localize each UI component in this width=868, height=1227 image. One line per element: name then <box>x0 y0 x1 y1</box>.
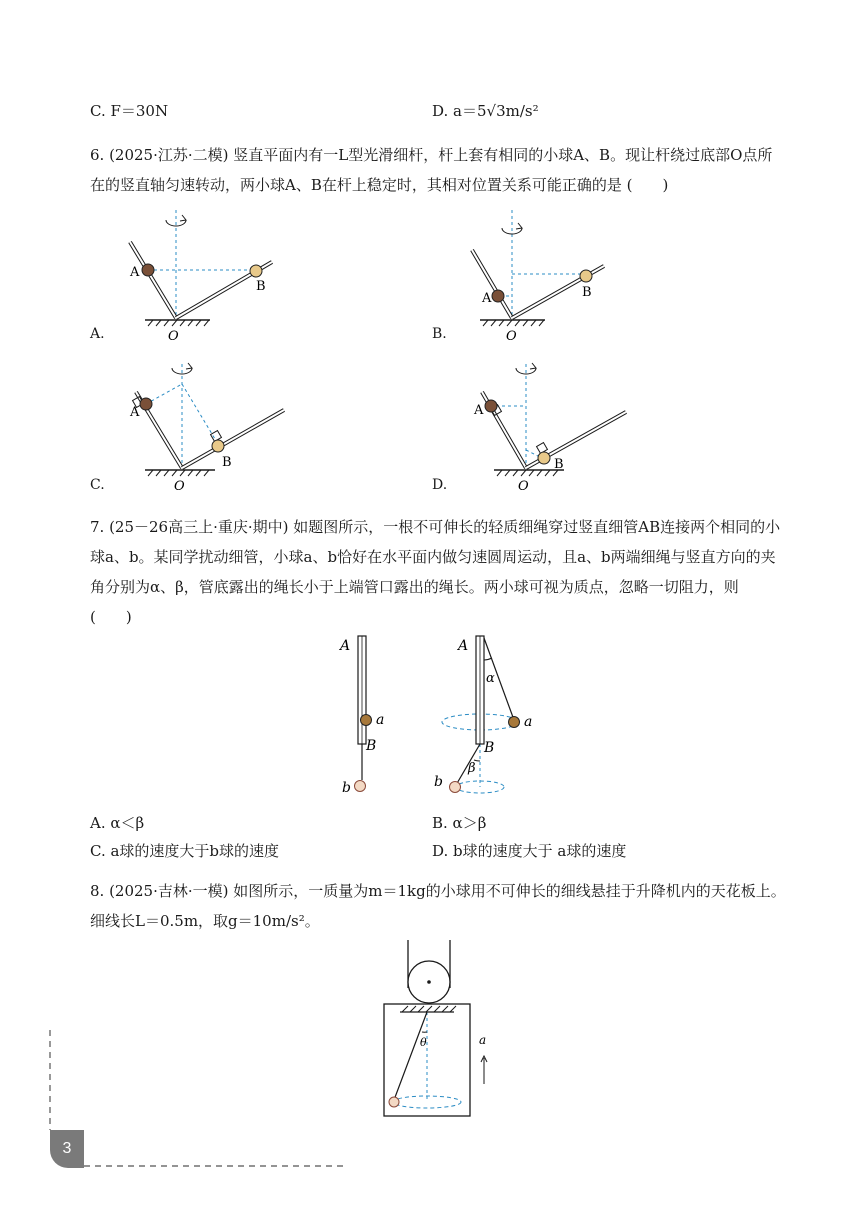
q8-fig-label-a: a <box>479 1033 487 1047</box>
q7-line-2: 球a、b。某同学扰动细管，小球a、b恰好在水平面内做匀速圆周运动，且a、b两端细绳与竖直方向的夹 <box>90 548 776 566</box>
q6-option-b: B. <box>432 326 447 342</box>
q7-option-a: A. α＜β <box>90 814 145 832</box>
q5-option-c: C. F＝30N <box>90 102 169 120</box>
q8-fig-label-theta: θ <box>420 1036 427 1049</box>
q7-figure-left <box>330 632 400 802</box>
q6-fig-c-label-a: A <box>130 405 140 420</box>
q6-figure-a <box>110 210 300 344</box>
page-corner-dashes <box>40 1030 350 1170</box>
q6-line-1: 6. (2025·江苏·二模) 竖直平面内有一L型光滑细杆，杆上套有相同的小球A、B。现让杆绕过底部O点所 <box>90 146 773 164</box>
q7-fig-right-label-alpha: α <box>486 671 495 686</box>
q7-fig-left-label-b: b <box>342 780 351 796</box>
q7-fig-right-label-b: b <box>434 774 443 790</box>
q6-option-d: D. <box>432 477 448 493</box>
q6-figure-c <box>120 358 310 494</box>
q7-fig-left-label-A: A <box>340 638 351 654</box>
q7-figure-right <box>432 632 552 802</box>
q7-line-1: 7. (25－26高三上·重庆·期中) 如题图所示，一根不可伸长的轻质细绳穿过竖直细管AB连接两个相同的小 <box>90 518 781 536</box>
q8-line-1: 8. (2025·吉林·一模) 如图所示，一质量为m＝1kg的小球用不可伸长的细线悬挂于升降机内的天花板上。 <box>90 882 786 900</box>
page-number: 3 <box>50 1130 84 1168</box>
q6-fig-a-label-b: B <box>256 279 266 294</box>
q7-line-4: ( ) <box>90 608 132 626</box>
q6-figure-b <box>460 210 650 344</box>
q6-fig-a-label-o: O <box>168 329 179 344</box>
q7-line-3: 角分别为α、β，管底露出的绳长小于上端管口露出的绳长。两小球可视为质点，忽略一切阻力，则 <box>90 578 739 596</box>
q6-fig-b-label-b: B <box>582 285 592 300</box>
q6-fig-c-label-b: B <box>222 455 232 470</box>
q7-option-c: C. a球的速度大于b球的速度 <box>90 842 280 860</box>
q6-option-c: C. <box>90 477 105 493</box>
q6-fig-b-label-a: A <box>482 291 492 306</box>
q6-fig-c-label-o: O <box>174 479 185 494</box>
q7-fig-right-label-beta: β <box>468 761 476 776</box>
q7-fig-right-label-A: A <box>458 638 469 654</box>
q7-fig-left-label-a: a <box>376 712 385 728</box>
q6-figure-d <box>470 358 660 494</box>
q7-option-b: B. α＞β <box>432 814 487 832</box>
q8-elevator-figure <box>378 940 498 1120</box>
q6-fig-b-label-o: O <box>506 329 517 344</box>
q7-fig-right-label-B: B <box>484 740 495 756</box>
q6-fig-d-label-o: O <box>518 479 529 494</box>
q5-option-d: D. a＝5√3m/s² <box>432 102 539 120</box>
q6-option-a: A. <box>90 326 105 342</box>
q7-option-d: D. b球的速度大于 a球的速度 <box>432 842 627 860</box>
q8-stem <box>90 876 810 936</box>
q6-fig-d-label-a: A <box>474 403 484 418</box>
q6-line-2: 在的竖直轴匀速转动，两小球A、B在杆上稳定时，其相对位置关系可能正确的是 ( ) <box>90 176 669 194</box>
q6-stem <box>90 140 810 200</box>
q7-fig-right-label-a: a <box>524 714 533 730</box>
q8-line-2: 细线长L＝0.5m，取g＝10m/s²。 <box>90 912 320 930</box>
q7-stem <box>90 512 810 632</box>
q6-fig-a-label-a: A <box>130 265 140 280</box>
q7-fig-left-label-B: B <box>366 738 377 754</box>
q6-fig-d-label-b: B <box>554 457 564 472</box>
